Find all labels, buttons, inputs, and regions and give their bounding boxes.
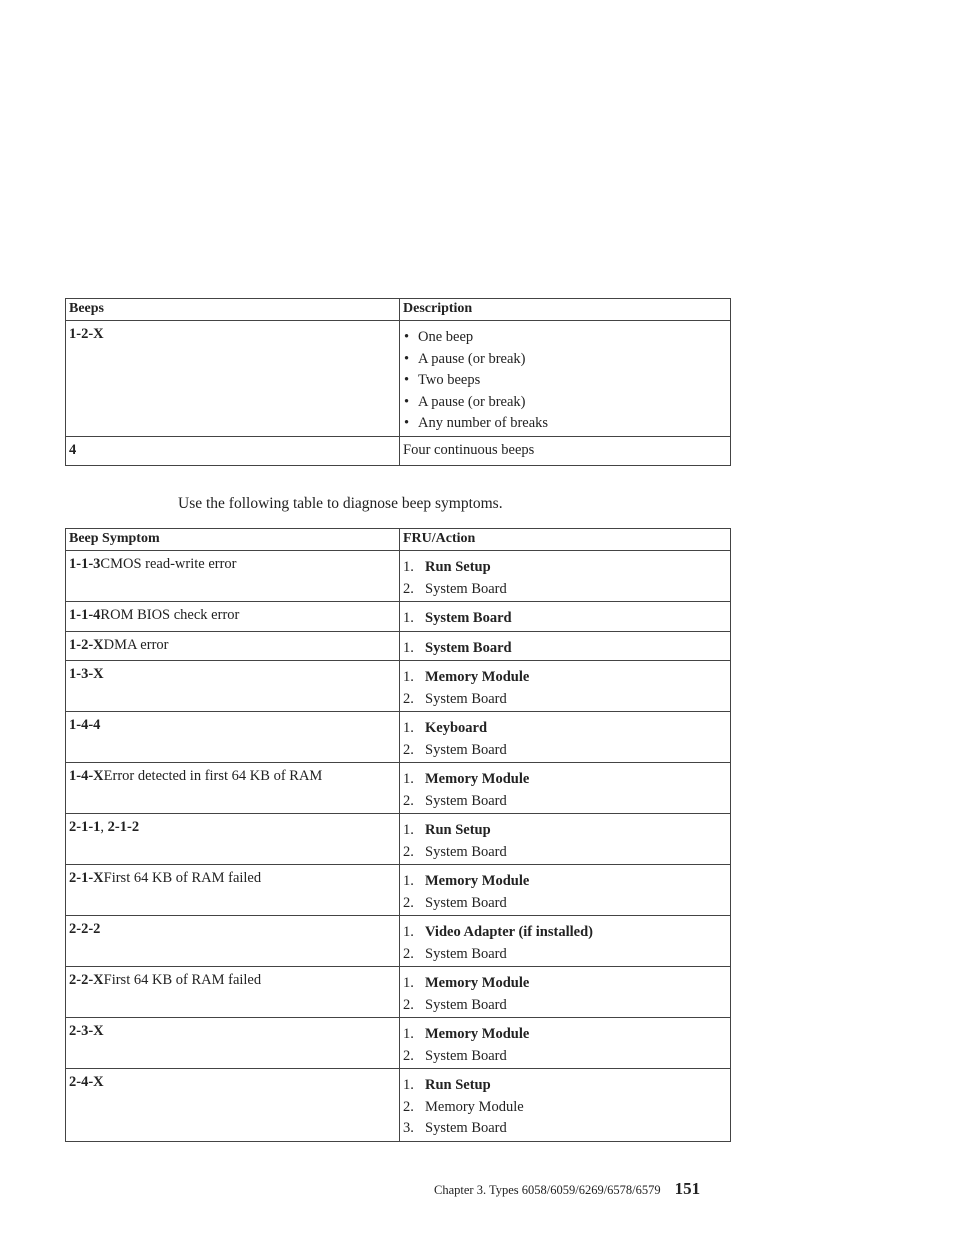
action-number: 2. <box>403 843 414 860</box>
table-header-row <box>66 529 731 551</box>
beep-code: 2-3-X <box>69 1023 104 1039</box>
fru-action-cell <box>400 551 731 602</box>
beep-symptom-cell <box>66 602 400 632</box>
action-number: 2. <box>403 894 414 911</box>
action-number: 1. <box>403 873 414 889</box>
action-number: 2. <box>403 690 414 707</box>
description-cell <box>400 321 731 437</box>
action-item <box>403 740 727 762</box>
table-row <box>66 763 731 814</box>
table-row <box>66 602 731 632</box>
table-row <box>66 436 731 466</box>
beep-code: 2-2-X <box>69 972 104 988</box>
fru-action-cell <box>400 916 731 967</box>
action-item <box>403 893 727 915</box>
table-header-row <box>66 299 731 321</box>
page-footer <box>434 1179 700 1199</box>
table-row <box>66 661 731 712</box>
fru-action-cell <box>400 661 731 712</box>
action-number: 2. <box>403 580 414 597</box>
action-item <box>403 973 727 995</box>
action-label: System Board <box>425 1047 507 1064</box>
action-label: Memory Module <box>425 873 530 889</box>
action-label: Memory Module <box>425 975 530 991</box>
table-row <box>66 916 731 967</box>
action-number: 1. <box>403 720 414 736</box>
beep-code: 4 <box>69 441 77 458</box>
symptom-text: DMA error <box>103 636 169 653</box>
action-label: System Board <box>425 690 507 707</box>
beep-symptom-cell <box>66 712 400 763</box>
symptom-text: First 64 KB of RAM failed <box>103 972 262 988</box>
symptom-text: ROM BIOS check error <box>100 607 240 623</box>
table-row <box>66 865 731 916</box>
fru-action-cell <box>400 631 731 661</box>
beep-symptom-cell <box>66 631 400 661</box>
action-item <box>403 871 727 893</box>
table-row <box>66 1018 731 1069</box>
action-item <box>403 667 727 689</box>
action-label: System Board <box>425 894 507 911</box>
action-item <box>403 944 727 966</box>
action-number: 1. <box>403 1026 414 1042</box>
symptom-text: First 64 KB of RAM failed <box>103 870 262 886</box>
beep-code: 2-1-1 <box>69 819 101 835</box>
action-label: System Board <box>425 843 507 860</box>
beep-code: 1-2-X <box>69 326 104 342</box>
list-item: • Two beeps <box>403 370 727 392</box>
action-list <box>403 557 727 600</box>
column-header-beeps: Beeps <box>66 299 400 321</box>
action-list <box>403 638 727 660</box>
action-item <box>403 791 727 813</box>
action-item <box>403 1075 727 1097</box>
table-row <box>66 321 731 437</box>
action-number: 1. <box>403 975 414 991</box>
beep-symptom-cell <box>66 551 400 602</box>
action-list <box>403 1075 727 1140</box>
action-number: 1. <box>403 822 414 838</box>
action-item <box>403 1024 727 1046</box>
action-number: 2. <box>403 741 414 758</box>
action-number: 2. <box>403 945 414 962</box>
fru-action-cell <box>400 967 731 1018</box>
action-list <box>403 718 727 761</box>
action-number: 2. <box>403 1047 414 1064</box>
action-label: System Board <box>425 792 507 809</box>
intro-text: Use the following table to diagnose beep symptoms. <box>178 495 503 512</box>
action-label: System Board <box>425 996 507 1013</box>
action-item <box>403 689 727 711</box>
beep-code: 2-4-X <box>69 1074 104 1090</box>
table-row <box>66 967 731 1018</box>
action-list <box>403 820 727 863</box>
beep-symptom-cell <box>66 865 400 916</box>
action-label: Video Adapter (if installed) <box>425 924 593 940</box>
beep-symptom-cell <box>66 661 400 712</box>
beep-code-cell <box>66 321 400 437</box>
description-list <box>403 327 727 435</box>
fru-action-cell <box>400 1018 731 1069</box>
action-list <box>403 667 727 710</box>
beep-code: 1-1-3 <box>69 556 101 572</box>
table-row <box>66 551 731 602</box>
symptom-text: CMOS read-write error <box>100 556 237 572</box>
list-item: • A pause (or break) <box>403 349 727 371</box>
action-number: 1. <box>403 639 414 656</box>
beep-code: 2-2-2 <box>69 921 101 937</box>
beep-symptom-cell <box>66 1018 400 1069</box>
action-number: 1. <box>403 669 414 685</box>
action-number: 1. <box>403 771 414 787</box>
beep-code: 2-1-2 <box>107 819 140 835</box>
action-label: Run Setup <box>425 822 491 838</box>
list-item: • One beep <box>403 327 727 349</box>
action-number: 1. <box>403 924 414 940</box>
action-list <box>403 871 727 914</box>
table-row <box>66 631 731 661</box>
page-number: 151 <box>674 1179 701 1198</box>
action-item <box>403 922 727 944</box>
beep-code: 1-4-X <box>69 768 104 784</box>
fru-action-cell <box>400 712 731 763</box>
action-number: 3. <box>403 1120 414 1136</box>
fru-action-cell <box>400 814 731 865</box>
action-item <box>403 557 727 579</box>
beep-symptom-cell <box>66 814 400 865</box>
action-number: 2. <box>403 792 414 809</box>
action-item <box>403 842 727 864</box>
action-label: System Board <box>425 580 507 597</box>
column-header-description: Description <box>400 299 731 321</box>
action-item <box>403 579 727 601</box>
list-item: • A pause (or break) <box>403 392 727 414</box>
beep-code: 2-1-X <box>69 870 104 886</box>
action-item <box>403 1118 727 1140</box>
beep-codes-table <box>65 298 731 466</box>
beep-symptom-cell <box>66 1069 400 1142</box>
beep-code-cell <box>66 436 400 466</box>
action-list <box>403 608 727 630</box>
action-list <box>403 1024 727 1067</box>
beep-code: 1-4-4 <box>69 717 101 733</box>
beep-symptom-cell <box>66 763 400 814</box>
action-item <box>403 1097 727 1119</box>
action-label: Run Setup <box>425 559 491 575</box>
column-header-beep-symptom: Beep Symptom <box>66 529 400 551</box>
action-number: 2. <box>403 996 414 1013</box>
table-row <box>66 712 731 763</box>
action-item <box>403 995 727 1017</box>
fru-action-cell <box>400 602 731 632</box>
action-number: 2. <box>403 1098 414 1115</box>
action-item <box>403 769 727 791</box>
action-label: Memory Module <box>425 1098 524 1115</box>
action-list <box>403 922 727 965</box>
action-label: Memory Module <box>425 669 530 685</box>
beep-code: 1-2-X <box>69 636 104 653</box>
action-label: Run Setup <box>425 1077 491 1093</box>
action-label: Keyboard <box>425 720 488 736</box>
table-row <box>66 1069 731 1142</box>
action-label: System Board <box>425 639 512 656</box>
beep-code: 1-1-4 <box>69 607 101 623</box>
action-list <box>403 973 727 1016</box>
table-row <box>66 814 731 865</box>
fru-action-cell <box>400 763 731 814</box>
action-item <box>403 638 727 660</box>
beep-symptom-cell <box>66 967 400 1018</box>
list-item: • Any number of breaks <box>403 413 727 435</box>
description-cell: Four continuous beeps <box>400 436 731 466</box>
action-label: Memory Module <box>425 771 530 787</box>
beep-symptom-rows <box>66 551 731 1142</box>
beep-symptom-cell <box>66 916 400 967</box>
code-separator: , <box>100 819 108 835</box>
action-item <box>403 608 727 630</box>
action-label: System Board <box>425 945 507 962</box>
action-list <box>403 769 727 812</box>
fru-action-cell <box>400 1069 731 1142</box>
action-item <box>403 1046 727 1068</box>
action-label: System Board <box>425 1120 507 1136</box>
action-number: 1. <box>403 610 414 626</box>
action-item <box>403 718 727 740</box>
symptom-text: Error detected in first 64 KB of RAM <box>103 768 323 784</box>
action-label: System Board <box>425 741 507 758</box>
action-number: 1. <box>403 559 414 575</box>
fru-action-cell <box>400 865 731 916</box>
column-header-fru-action: FRU/Action <box>400 529 731 551</box>
action-number: 1. <box>403 1077 414 1093</box>
beep-symptom-table <box>65 528 731 1142</box>
action-item <box>403 820 727 842</box>
chapter-title: Chapter 3. Types 6058/6059/6269/6578/6579 <box>434 1183 661 1197</box>
beep-code: 1-3-X <box>69 666 104 682</box>
action-label: Memory Module <box>425 1026 530 1042</box>
action-label: System Board <box>425 610 512 626</box>
